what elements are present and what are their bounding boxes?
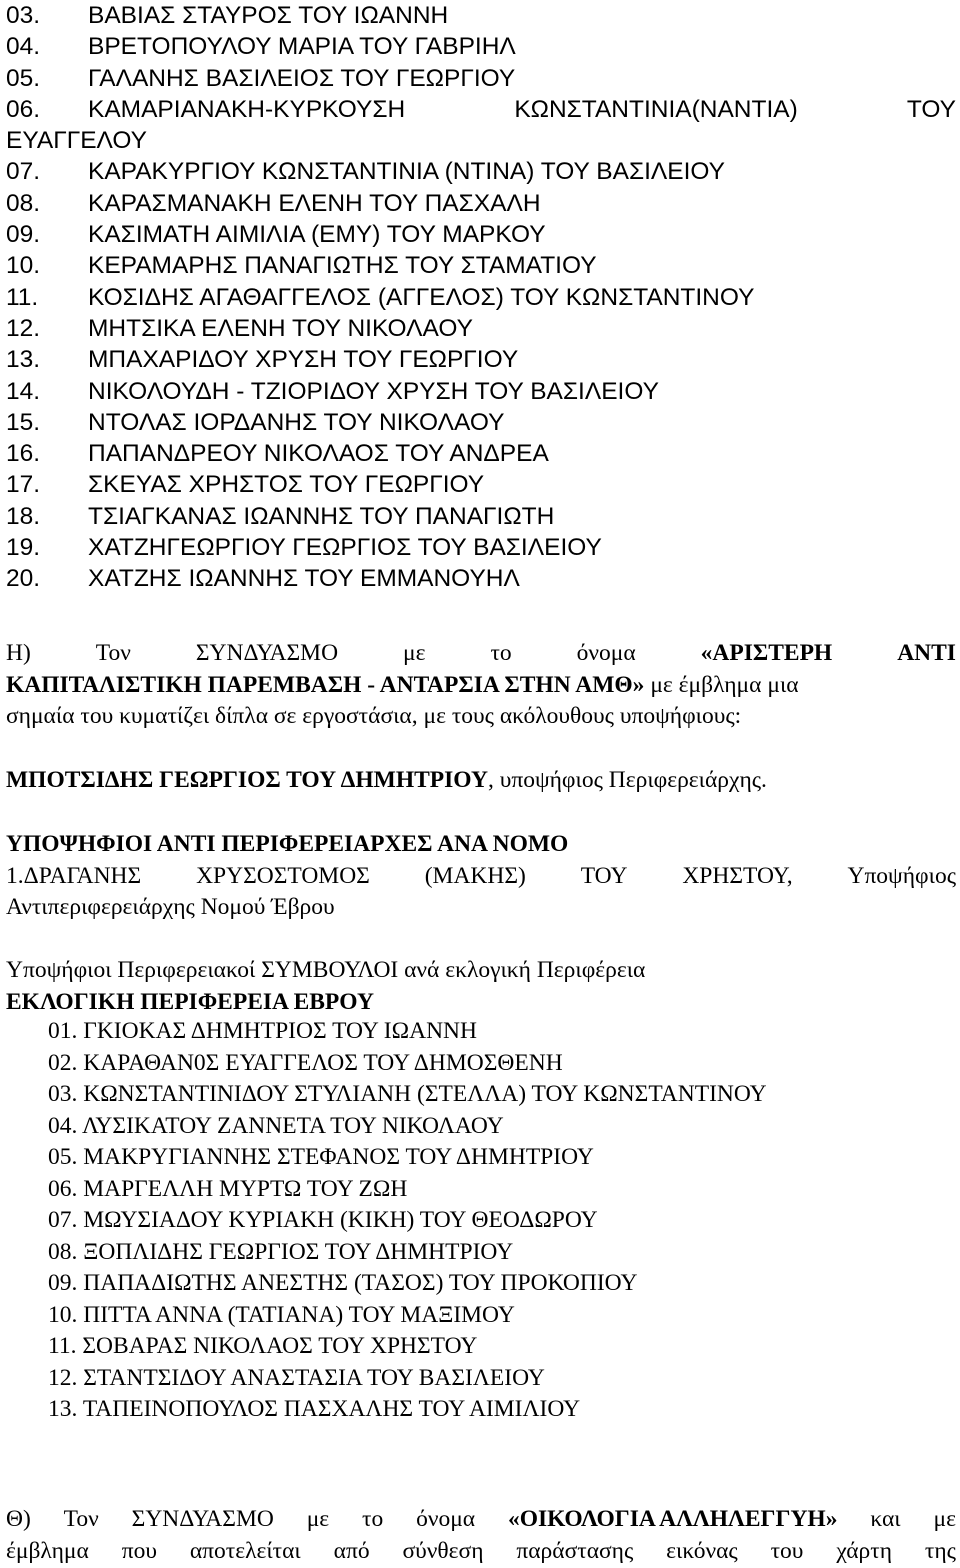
list-item: 03. ΚΩΝΣΤΑΝΤΙΝΙΔΟΥ ΣΤΥΛΙΑΝΗ (ΣΤΕΛΛΑ) ΤΟΥ ΚΩΝΣΤΑΝΤΙΝΟΥ xyxy=(48,1081,767,1107)
list-item: 01. ΓΚΙΟΚΑΣ ΔΗΜΗΤΡΙΟΣ ΤΟΥ ΙΩΑΝΝΗ xyxy=(48,1018,477,1044)
council-candidate-list xyxy=(48,1016,767,1426)
list-item: 14. ΝΙΚΟΛΟΥΔΗ - ΤΖΙΟΡΙΔΟΥ ΧΡΥΣΗ ΤΟΥ ΒΑΣΙΛΕΙΟΥ xyxy=(6,377,659,405)
deputy-heads-title: ΥΠΟΨΗΦΙΟΙ ΑΝΤΙ ΠΕΡΙΦΕΡΕΙΑΡΧΕΣ ΑΝΑ ΝΟΜΟ xyxy=(6,831,569,857)
section-th-line-1: Θ) Τον ΣΥΝΔΥΑΣΜΟ με το όνομα «ΟΙΚΟΛΟΓΙΑ ΑΛΛΗΛΕΓΓΥΗ» και με xyxy=(6,1506,956,1532)
list-item: 09. ΚΑΣΙΜΑΤΗ ΑΙΜΙΛΙΑ (ΕΜΥ) ΤΟΥ ΜΑΡΚΟΥ xyxy=(6,221,546,249)
list-item: 13. ΤΑΠΕΙΝΟΠΟΥΛΟΣ ΠΑΣΧΑΛΗΣ ΤΟΥ ΑΙΜΙΛΙΟΥ xyxy=(48,1396,581,1422)
section-h-line-2: ΚΑΠΙΤΑΛΙΣΤΙΚΗ ΠΑΡΕΜΒΑΣΗ - ΑΝΤΑΡΣΙΑ ΣΤΗΝ ΑΜΘ» με έμβλημα μια xyxy=(6,671,799,698)
section-h-line-1: Η) Τον ΣΥΝΔΥΑΣΜΟ με το όνομα «ΑΡΙΣΤΕΡΗ ΑΝΤΙ xyxy=(6,640,956,666)
list-item: 19. ΧΑΤΖΗΓΕΩΡΓΙΟΥ ΓΕΩΡΓΙΟΣ ΤΟΥ ΒΑΣΙΛΕΙΟΥ xyxy=(6,534,602,562)
list-item: 09. ΠΑΠΑΔΙΩΤΗΣ ΑΝΕΣΤΗΣ (ΤΑΣΟΣ) ΤΟΥ ΠΡΟΚΟΠΙΟΥ xyxy=(48,1270,638,1296)
council-district-title: ΕΚΛΟΓΙΚΗ ΠΕΡΙΦΕΡΕΙΑ ΕΒΡΟΥ xyxy=(6,988,374,1015)
list-item: 13. ΜΠΑΧΑΡΙΔΟΥ ΧΡΥΣΗ ΤΟΥ ΓΕΩΡΓΙΟΥ xyxy=(6,346,519,374)
list-item: 04. ΒΡΕΤΟΠΟΥΛΟΥ ΜΑΡΙΑ ΤΟΥ ΓΑΒΡΙΗΛ xyxy=(6,33,516,61)
list-item: 06. ΜΑΡΓΕΛΛΗ ΜΥΡΤΩ ΤΟΥ ΖΩΗ xyxy=(48,1175,408,1202)
list-item: 15. ΝΤΟΛΑΣ ΙΟΡΔΑΝΗΣ ΤΟΥ ΝΙΚΟΛΑΟΥ xyxy=(6,408,505,436)
list-item: 05. ΜΑΚΡΥΓΙΑΝΝΗΣ ΣΤΕΦΑΝΟΣ ΤΟΥ ΔΗΜΗΤΡΙΟΥ xyxy=(48,1144,594,1170)
section-th-line-2: έμβλημα που αποτελείται από σύνθεση παράστασης εικόνας του χάρτη της xyxy=(6,1537,956,1564)
deputy-heads-section xyxy=(6,829,956,924)
section-h-paragraph xyxy=(6,638,956,733)
council-section-header xyxy=(6,955,956,1018)
list-item: 18. ΤΣΙΑΓΚΑΝΑΣ ΙΩΑΝΝΗΣ ΤΟΥ ΠΑΝΑΓΙΩΤΗ xyxy=(6,502,555,530)
list-item: 05. ΓΑΛΑΝΗΣ ΒΑΣΙΛΕΙΟΣ ΤΟΥ ΓΕΩΡΓΙΟΥ xyxy=(6,64,516,92)
section-th-paragraph xyxy=(6,1504,956,1567)
list-item: 07. ΚΑΡΑΚΥΡΓΙΟΥ ΚΩΝΣΤΑΝΤΙΝΙΑ (ΝΤΙΝΑ) ΤΟΥ ΒΑΣΙΛΕΙΟΥ xyxy=(6,158,726,186)
list-item: 03. ΒΑΒΙΑΣ ΣΤΑΥΡΟΣ ΤΟΥ ΙΩΑΝΝΗ xyxy=(6,2,449,29)
list-item: 02. ΚΑΡΑΘΑΝ0Σ ΕΥΑΓΓΕΛΟΣ ΤΟΥ ΔΗΜΟΣΘΕΝΗ xyxy=(48,1049,563,1076)
section-h-line-3: σημαία του κυματίζει δίπλα σε εργοστάσια, με τους ακόλουθους υποψήφιους: xyxy=(6,703,742,729)
list-item: 17. ΣΚΕΥΑΣ ΧΡΗΣΤΟΣ ΤΟΥ ΓΕΩΡΓΙΟΥ xyxy=(6,471,485,499)
list-item: 20. ΧΑΤΖΗΣ ΙΩΑΝΝΗΣ ΤΟΥ ΕΜΜΑΝΟΥΗΛ xyxy=(6,565,520,593)
list-item: 11. ΣΟΒΑΡΑΣ ΝΙΚΟΛΑΟΣ ΤΟΥ ΧΡΗΣΤΟΥ xyxy=(48,1333,478,1359)
candidate-list-top xyxy=(6,0,956,595)
list-item: 10. ΚΕΡΑΜΑΡΗΣ ΠΑΝΑΓΙΩΤΗΣ ΤΟΥ ΣΤΑΜΑΤΙΟΥ xyxy=(6,252,597,280)
list-item: 08. ΚΑΡΑΣΜΑΝΑΚΗ ΕΛΕΝΗ ΤΟΥ ΠΑΣΧΑΛΗ xyxy=(6,189,541,217)
council-intro: Υποψήφιοι Περιφερειακοί ΣΥΜΒΟΥΛΟΙ ανά εκλογική Περιφέρεια xyxy=(6,957,646,983)
list-item: 08. ΞΟΠΛΙΔΗΣ ΓΕΩΡΓΙΟΣ ΤΟΥ ΔΗΜΗΤΡΙΟΥ xyxy=(48,1238,514,1265)
list-item: 10. ΠΙΤΤΑ ΑΝΝΑ (ΤΑΤΙΑΝΑ) ΤΟΥ ΜΑΞΙΜΟΥ xyxy=(48,1301,515,1328)
list-item-continuation: ΕΥΑΓΓΕΛΟΥ xyxy=(6,127,147,155)
regional-head-candidate: ΜΠΟΤΣΙΔΗΣ ΓΕΩΡΓΙΟΣ ΤΟΥ ΔΗΜΗΤΡΙΟΥ, υποψήφιος Περιφερειάρχης. xyxy=(6,767,767,793)
list-item: 12. ΣΤΑΝΤΣΙΔΟΥ ΑΝΑΣΤΑΣΙΑ ΤΟΥ ΒΑΣΙΛΕΙΟΥ xyxy=(48,1364,545,1391)
deputy-head-line-1: 1.ΔΡΑΓΑΝΗΣ ΧΡΥΣΟΣΤΟΜΟΣ (ΜΑΚΗΣ) ΤΟΥ ΧΡΗΣΤΟΥ, Υποψήφιος xyxy=(6,862,956,889)
list-item: 04. ΛΥΣΙΚΑΤΟΥ ΖΑΝΝΕΤΑ ΤΟΥ ΝΙΚΟΛΑΟΥ xyxy=(48,1112,504,1139)
list-item: 07. ΜΩΥΣΙΑΔΟΥ ΚΥΡΙΑΚΗ (ΚΙΚΗ) ΤΟΥ ΘΕΟΔΩΡΟΥ xyxy=(48,1207,598,1233)
list-item: 12. ΜΗΤΣΙΚΑ ΕΛΕΝΗ ΤΟΥ ΝΙΚΟΛΑΟΥ xyxy=(6,314,473,342)
list-item: 06. ΚΑΜΑΡΙΑΝΑΚΗ-ΚΥΡΚΟΥΣΗ ΚΩΝΣΤΑΝΤΙΝΙΑ(ΝΑΝΤΙΑ) ΤΟΥ xyxy=(6,95,956,123)
list-item: 11. ΚΟΣΙΔΗΣ ΑΓΑΘΑΓΓΕΛΟΣ (ΑΓΓΕΛΟΣ) ΤΟΥ ΚΩΝΣΤΑΝΤΙΝΟΥ xyxy=(6,283,755,311)
deputy-head-line-2: Αντιπεριφερειάρχης Νομού Έβρου xyxy=(6,894,335,920)
list-item: 16. ΠΑΠΑΝΔΡΕΟΥ ΝΙΚΟΛΑΟΣ ΤΟΥ ΑΝΔΡΕΑ xyxy=(6,440,549,468)
